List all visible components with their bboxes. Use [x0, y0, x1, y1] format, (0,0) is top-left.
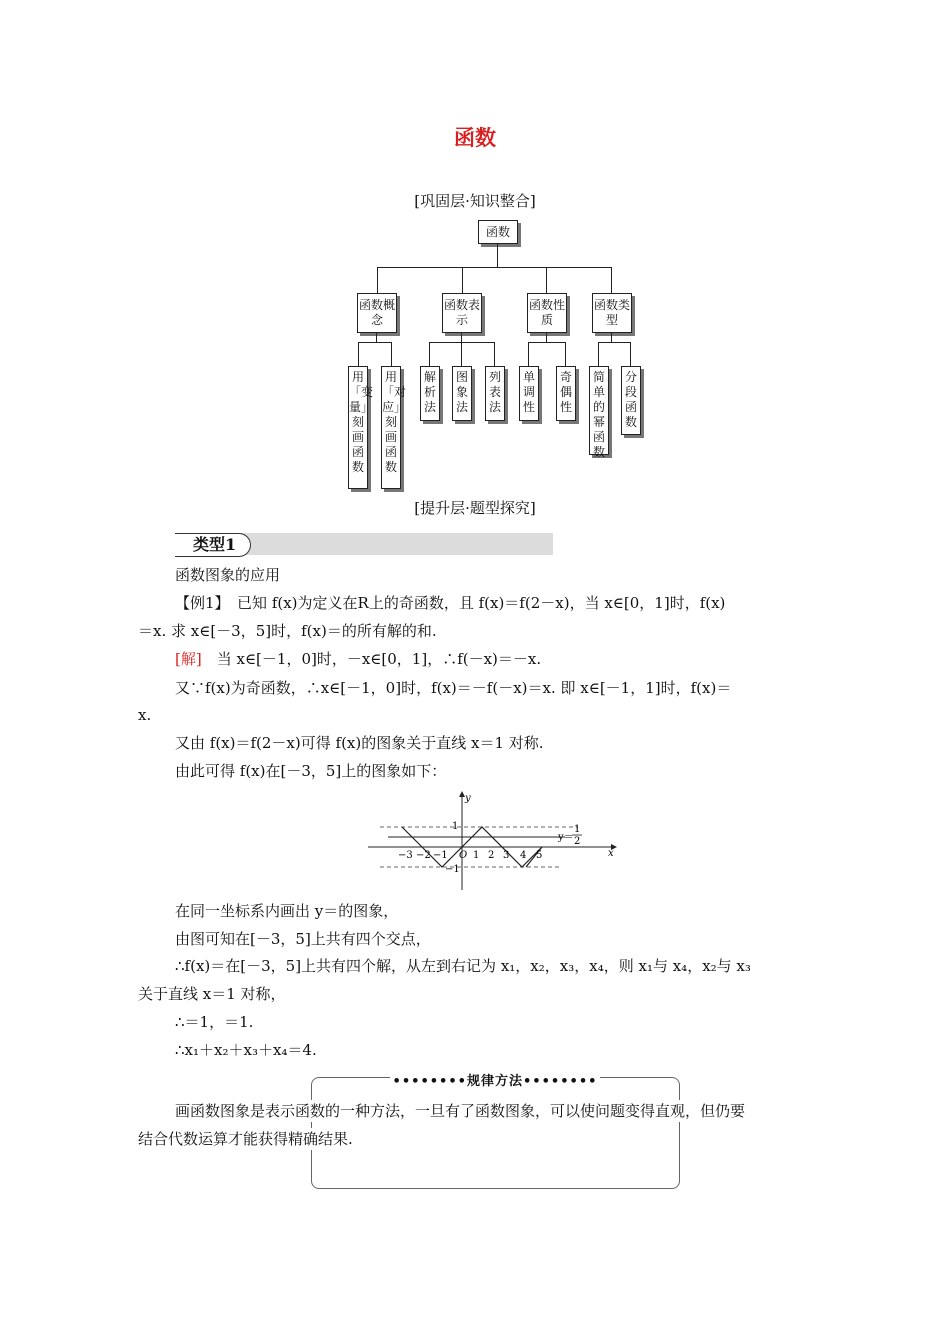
tree-leaf-correspondence: 用「对应」刻画函数 [381, 366, 401, 489]
tick-x-2: 2 [488, 850, 495, 861]
section-heading-exploration: [提升层·题型探究] [414, 499, 536, 517]
solution-line-7: 由图可知在[－3，5]上共有四个交点， [175, 930, 431, 948]
tree-node-concept: 函数概念 [357, 293, 397, 333]
tick-x-1: 1 [473, 850, 480, 861]
solution-line-1 [175, 648, 815, 670]
line-label-numerator: 1 [574, 824, 581, 835]
tree-leaf-analytic: 解析法 [420, 366, 440, 421]
tick-x-neg2: −2 [416, 850, 431, 861]
tree-leaf-piecewise: 分段函数 [621, 366, 641, 435]
type-tag: 类型1 [175, 533, 251, 557]
solution-line-9: 关于直线 x＝1 对称， [138, 985, 286, 1003]
solution-label: [解] [175, 650, 202, 668]
tick-neg-one: −1 [445, 864, 460, 875]
solution-line-10: ∴＝1，＝1. [175, 1013, 254, 1031]
tree-node-property: 函数性质 [527, 293, 567, 333]
solution-line-2: 又∵f(x)为奇函数，∴x∈[－1，0]时，f(x)＝－f(－x)＝x. 即 x∈[－1，1]时，f(x)＝ [175, 679, 732, 697]
line-label-y: y＝ [558, 832, 574, 843]
tick-one: 1 [452, 821, 459, 832]
section-heading-consolidation: [巩固层·知识整合] [414, 192, 536, 210]
tree-leaf-parity: 奇偶性 [556, 366, 576, 421]
tree-leaf-power-function: 简单的幂函数 [589, 366, 609, 455]
tree-leaf-variable: 用「变量」刻画函数 [348, 366, 368, 489]
x-axis-label: x [608, 848, 614, 859]
function-graph [360, 786, 625, 892]
y-axis-label: y [465, 793, 471, 804]
method-line-2: 结合代数运算才能获得精确结果. [138, 1130, 353, 1148]
solution-line-4: 又由 f(x)＝f(2－x)可得 f(x)的图象关于直线 x＝1 对称. [175, 734, 544, 752]
example-line-2: ＝x. 求 x∈[－3，5]时，f(x)＝的所有解的和. [138, 622, 437, 640]
tick-x-origin: O [459, 850, 468, 861]
solution-line-3: x. [138, 706, 152, 724]
solution-line-5: 由此可得 f(x)在[－3，5]上的图象如下： [175, 762, 447, 780]
tree-leaf-tabular: 列表法 [485, 366, 505, 421]
solution-line-11: ∴x₁＋x₂＋x₃＋x₄＝4. [175, 1041, 317, 1059]
tick-x-5: 5 [536, 850, 543, 861]
example-line-1 [175, 592, 815, 614]
tree-root: 函数 [478, 220, 518, 244]
page-title: 函数 [454, 125, 496, 150]
tree-leaf-graphic: 图象法 [452, 366, 472, 421]
solution-text-1: 当 x∈[－1，0]时，－x∈[0，1]，∴f(－x)＝－x. [201, 650, 542, 668]
line-label-denominator: 2 [574, 836, 581, 847]
tick-x-neg1: −1 [433, 850, 448, 861]
method-line-1: 画函数图象是表示函数的一种方法，一旦有了函数图象，可以使问题变得直观，但仍要 [175, 1100, 825, 1122]
solution-line-8: ∴f(x)＝在[－3，5]上共有四个解，从左到右记为 x₁，x₂，x₃，x₄，则 x₁与 x₄，x₂与 x₃ [175, 957, 751, 975]
example-text-1: 已知 f(x)为定义在R上的奇函数，且 f(x)＝f(2－x)，当 x∈[0，1]时，f(x) [222, 594, 726, 612]
tree-leaf-monotonicity: 单调性 [519, 366, 539, 421]
type-title: 函数图象的应用 [175, 566, 281, 584]
tick-x-3: 3 [503, 850, 510, 861]
tree-node-representation: 函数表示 [442, 293, 482, 333]
tree-node-type: 函数类型 [592, 293, 632, 333]
solution-line-6: 在同一坐标系内画出 y＝的图象， [175, 902, 399, 920]
example-label: 【例1】 [175, 594, 223, 612]
method-box [311, 1077, 680, 1189]
tick-x-4: 4 [520, 850, 527, 861]
tick-x-neg3: −3 [398, 850, 413, 861]
method-title: ••••••••规律方法•••••••• [390, 1070, 600, 1089]
